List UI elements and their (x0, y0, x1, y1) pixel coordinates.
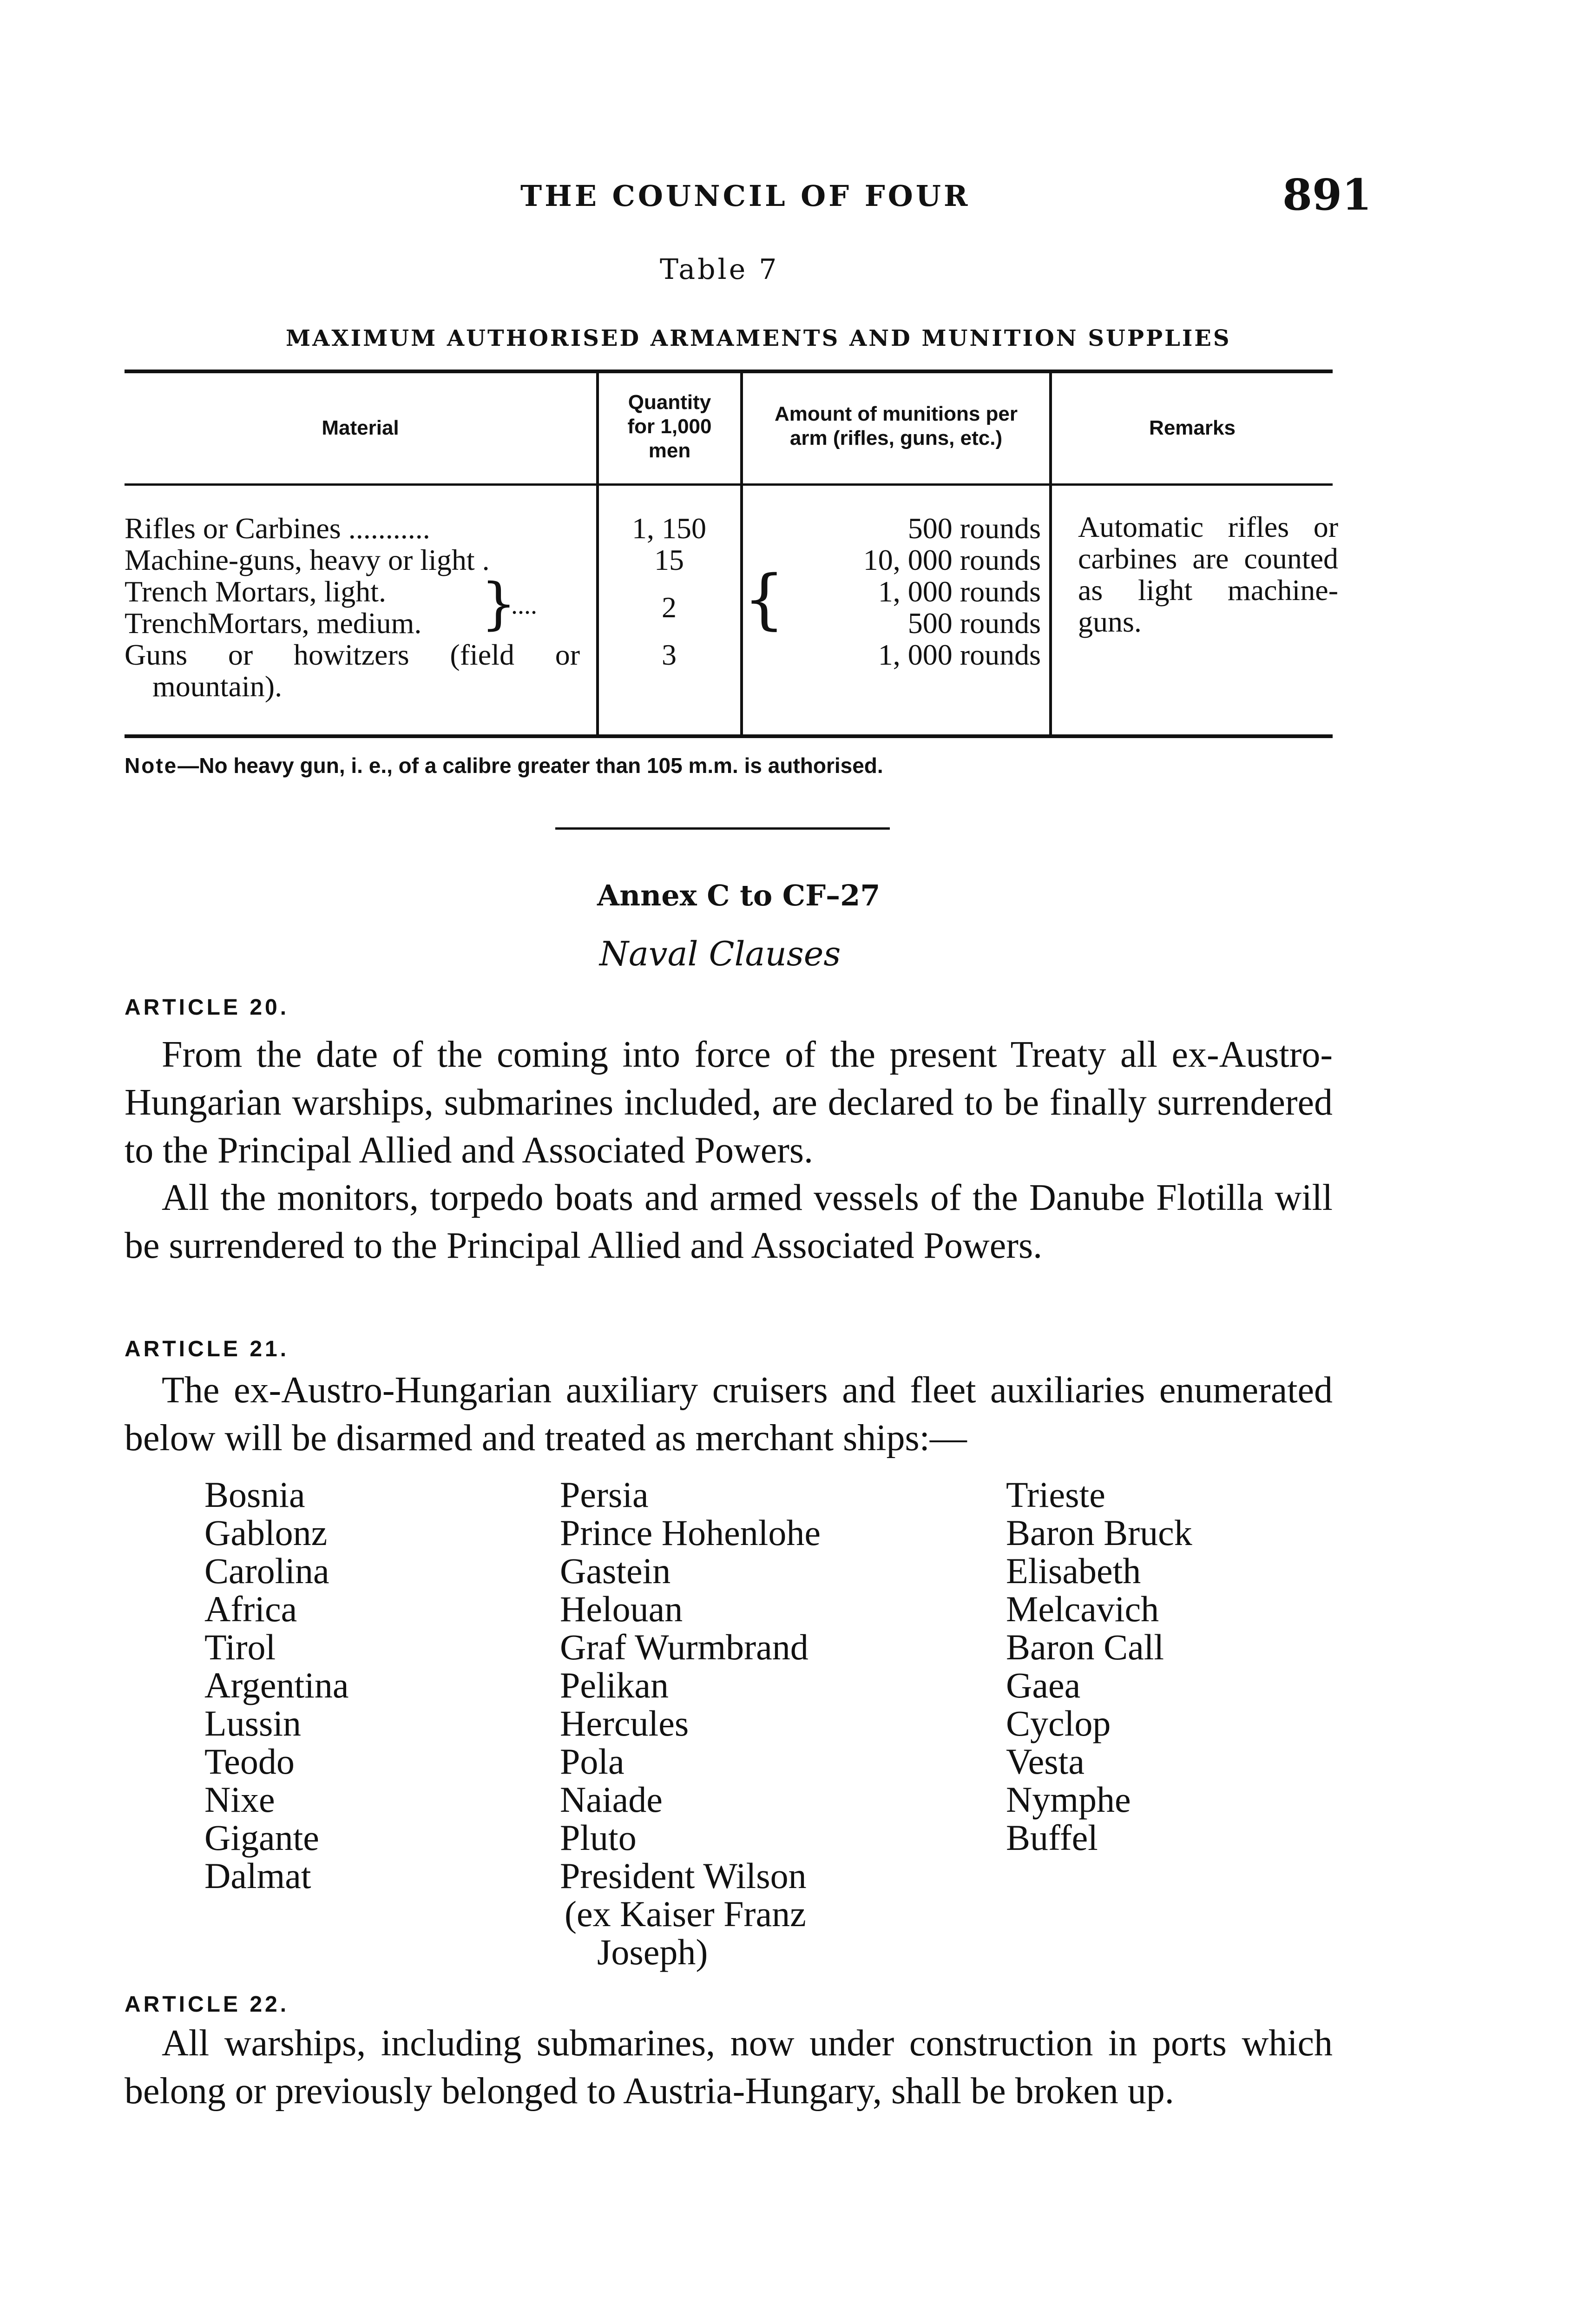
table-header-rule (125, 483, 1333, 486)
article-20-paragraph-1-text: From the date of the coming into force of the present Treaty all ex-Austro-Hungarian warships, submarines included, are declared to be finally surrendered to the Principal Allied and Associated Powers. (125, 1034, 1333, 1171)
ship-name: Gastein (560, 1551, 671, 1591)
table-cell-material: Machine-guns, heavy or light . (125, 543, 490, 576)
mortar-leader-dots: .... (511, 591, 537, 620)
ship-name: Nixe (204, 1779, 275, 1820)
table-bottom-rule (125, 734, 1333, 738)
ship-name: Gaea (1006, 1665, 1081, 1705)
article-20-paragraph-1 (125, 1031, 1333, 1175)
column-header-quantity-line: men (648, 439, 691, 462)
column-header-quantity-line: Quantity (628, 391, 711, 414)
ship-name: Trieste (1006, 1474, 1105, 1515)
annex-title: Annex C to CF–27 (597, 878, 881, 912)
ship-name: Baron Call (1006, 1627, 1164, 1667)
section-divider (555, 827, 890, 830)
ship-name: Pluto (560, 1817, 637, 1858)
ship-name: Graf Wurmbrand (560, 1627, 809, 1667)
ship-name: Naiade (560, 1779, 663, 1820)
column-header-quantity (599, 390, 740, 463)
table-cell-material: TrenchMortars, medium. (125, 607, 422, 640)
table-cell-amount: 1, 000 rounds (878, 638, 1041, 671)
table-cell-material-text: Guns or howitzers (field or (125, 638, 580, 671)
table-cell-material: Trench Mortars, light. (125, 575, 386, 608)
ship-name: Hercules (560, 1703, 689, 1743)
column-header-material: Material (322, 416, 399, 439)
ship-name: Buffel (1006, 1817, 1098, 1858)
article-20-paragraph-2-text: All the monitors, torpedo boats and armed vessels of the Danube Flotilla will be surrendered to the Principal Allied and Associated Powers. (125, 1177, 1333, 1266)
ship-name: Pola (560, 1741, 624, 1782)
ship-name: Gablonz (204, 1512, 328, 1553)
article-22-paragraph-1 (125, 2020, 1333, 2115)
table-cell-quantity: 2 (662, 591, 677, 624)
ship-name: Carolina (204, 1551, 329, 1591)
table-cell-amount: 500 rounds (907, 512, 1041, 545)
table-label: Table 7 (660, 253, 779, 286)
table-title: MAXIMUM AUTHORISED ARMAMENTS AND MUNITION SUPPLIES (286, 325, 1231, 351)
table-cell-remarks: Automatic rifles or carbines are counted as light machine-guns. (1078, 510, 1338, 638)
ship-name: Elisabeth (1006, 1551, 1141, 1591)
table-note-prefix: Note (125, 753, 178, 778)
article-21-paragraph-1 (125, 1367, 1333, 1462)
annex-subtitle: Naval Clauses (599, 934, 841, 973)
table-note-text: —No heavy gun, i. e., of a calibre greater than 105 m.m. is authorised. (177, 753, 883, 778)
ship-list-column-1 (204, 1476, 348, 1895)
mortar-amount-brace: { (743, 561, 785, 637)
ship-name: Persia (560, 1474, 649, 1515)
table-cell-amount: 10, 000 rounds (863, 543, 1041, 576)
table-cell-amount: 1, 000 rounds (878, 575, 1041, 608)
table-note (125, 753, 883, 778)
ship-name: Baron Bruck (1006, 1512, 1192, 1553)
ship-name: Teodo (204, 1741, 295, 1782)
ship-name: Bosnia (204, 1474, 305, 1515)
table-cell-quantity: 1, 150 (632, 512, 706, 545)
column-header-amount (743, 402, 1049, 450)
ship-name: Melcavich (1006, 1589, 1159, 1629)
table-cell-material (125, 639, 589, 671)
ship-name: Prince Hohenlohe (560, 1512, 821, 1553)
ship-name: Africa (204, 1589, 297, 1629)
ship-name: Argentina (204, 1665, 349, 1705)
table-cell-quantity: 15 (654, 543, 684, 576)
article-20-paragraph-2 (125, 1174, 1333, 1270)
article-20-label: ARTICLE 20. (125, 995, 289, 1020)
article-22-paragraph-1-text: All warships, including submarines, now under construction in ports which belong or previously belonged to Austria-Hungary, shall be broken up. (125, 2023, 1333, 2112)
mortar-brace: } (481, 572, 517, 636)
column-header-quantity-line: for 1,000 (627, 415, 712, 438)
column-header-amount-line: arm (rifles, guns, etc.) (789, 427, 1003, 449)
article-21-paragraph-1-text: The ex-Austro-Hungarian auxiliary cruisers and fleet auxiliaries enumerated below will be disarmed and treated as merchant ships:— (125, 1370, 1333, 1459)
table-top-rule (125, 370, 1333, 373)
ship-name: Cyclop (1006, 1703, 1111, 1743)
ship-list-column-2 (560, 1476, 821, 1971)
ship-name: Vesta (1006, 1741, 1085, 1782)
ship-name: Tirol (204, 1627, 276, 1667)
ship-name: Pelikan (560, 1665, 669, 1705)
ship-name: Nymphe (1006, 1779, 1131, 1820)
ship-list-column-3 (1006, 1476, 1192, 1857)
ship-name: Helouan (560, 1589, 683, 1629)
running-head: THE COUNCIL OF FOUR (520, 179, 971, 213)
article-22-label: ARTICLE 22. (125, 1992, 289, 2017)
ship-name: Gigante (204, 1817, 319, 1858)
ship-name: (ex Kaiser Franz (565, 1894, 806, 1934)
table-cell-quantity: 3 (662, 638, 677, 671)
article-21-label: ARTICLE 21. (125, 1337, 289, 1361)
table-cell-material: mountain). (152, 670, 283, 703)
table-cell-amount: 500 rounds (907, 607, 1041, 640)
page-number: 891 (1282, 170, 1372, 220)
column-header-remarks: Remarks (1149, 416, 1236, 439)
ship-name: President Wilson (560, 1855, 807, 1896)
column-header-amount-line: Amount of munitions per (774, 403, 1018, 425)
table-cell-material: Rifles or Carbines ........... (125, 512, 430, 545)
ship-name: Dalmat (204, 1855, 311, 1896)
ship-name: Lussin (204, 1703, 302, 1743)
ship-name: Joseph) (597, 1932, 708, 1972)
